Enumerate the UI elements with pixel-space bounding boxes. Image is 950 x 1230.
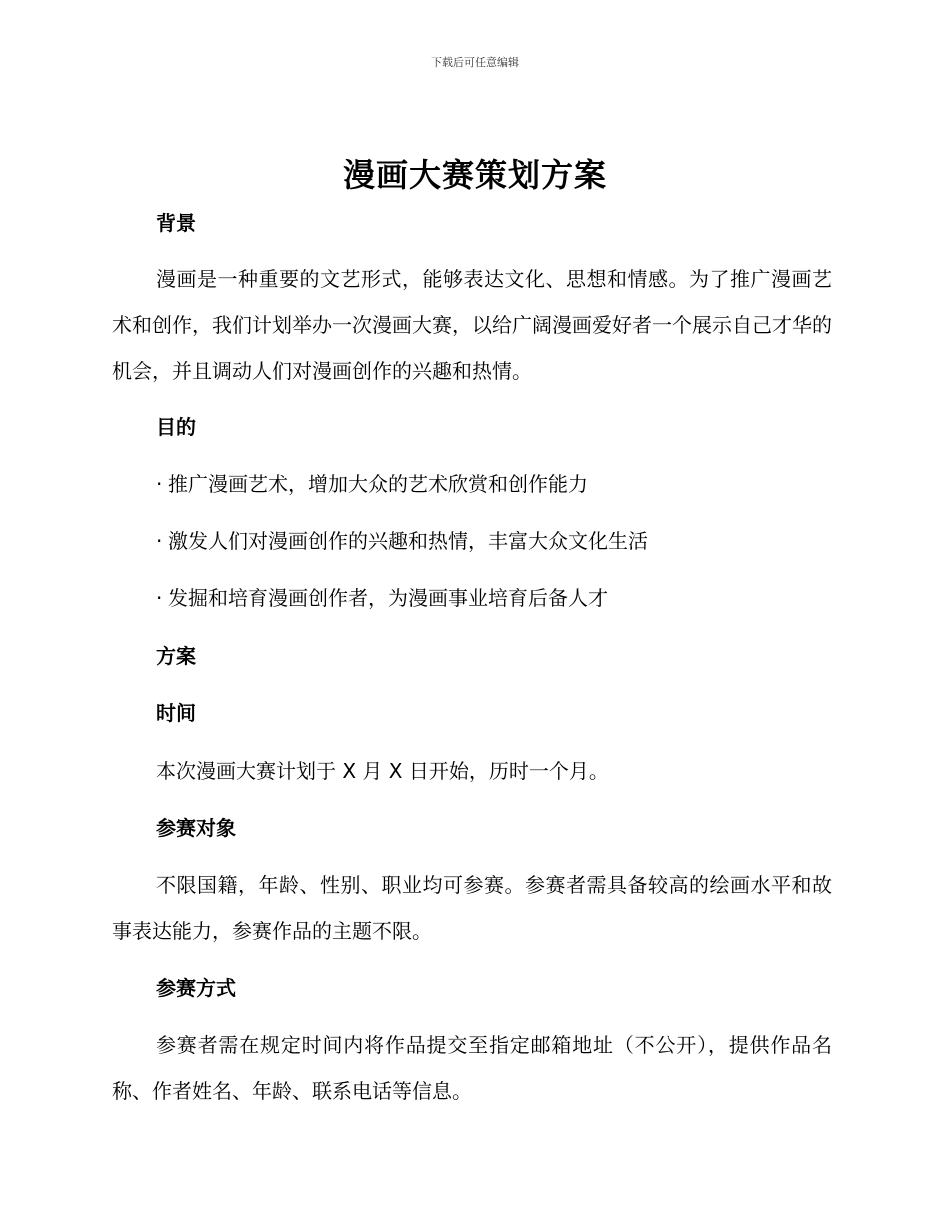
section-heading-plan: 方案 — [156, 644, 196, 668]
background-paragraph: 漫画是一种重要的文艺形式，能够表达文化、思想和情感。为了推广漫画艺术和创作，我们计划举办一次漫画大赛，以给广阔漫画爱好者一个展示自己才华的机会，并且调动人们对漫画创作的兴趣和热情。 — [112, 267, 832, 383]
header-note: 下载后可任意编辑 — [431, 56, 519, 69]
section-heading-time: 时间 — [156, 701, 196, 725]
purpose-bullet-text: 激发人们对漫画创作的兴趣和热情，丰富大众文化生活 — [168, 529, 648, 553]
section-heading-method: 参赛方式 — [156, 976, 236, 1000]
purpose-bullet-item — [112, 461, 876, 507]
bullet-dot-icon: · — [156, 529, 163, 553]
purpose-bullet-item — [112, 518, 876, 564]
bullet-dot-icon: · — [156, 586, 163, 610]
purpose-bullet-item — [112, 575, 876, 621]
section-heading-purpose: 目的 — [156, 415, 196, 439]
purpose-bullet-text: 推广漫画艺术，增加大众的艺术欣赏和创作能力 — [168, 472, 588, 496]
section-heading-background: 背景 — [156, 211, 196, 235]
purpose-bullet-text: 发掘和培育漫画创作者，为漫画事业培育后备人才 — [168, 586, 608, 610]
participants-paragraph: 不限国籍，年龄、性别、职业均可参赛。参赛者需具备较高的绘画水平和故事表达能力，参赛作品的主题不限。 — [112, 873, 832, 943]
document-title: 漫画大赛策划方案 — [342, 156, 607, 194]
method-paragraph: 参赛者需在规定时间内将作品提交至指定邮箱地址（不公开），提供作品名称、作者姓名、年龄、联系电话等信息。 — [112, 1033, 832, 1103]
time-paragraph: 本次漫画大赛计划于 X 月 X 日开始，历时一个月。 — [156, 759, 609, 783]
bullet-dot-icon: · — [156, 472, 163, 496]
section-heading-participants: 参赛对象 — [156, 816, 236, 840]
